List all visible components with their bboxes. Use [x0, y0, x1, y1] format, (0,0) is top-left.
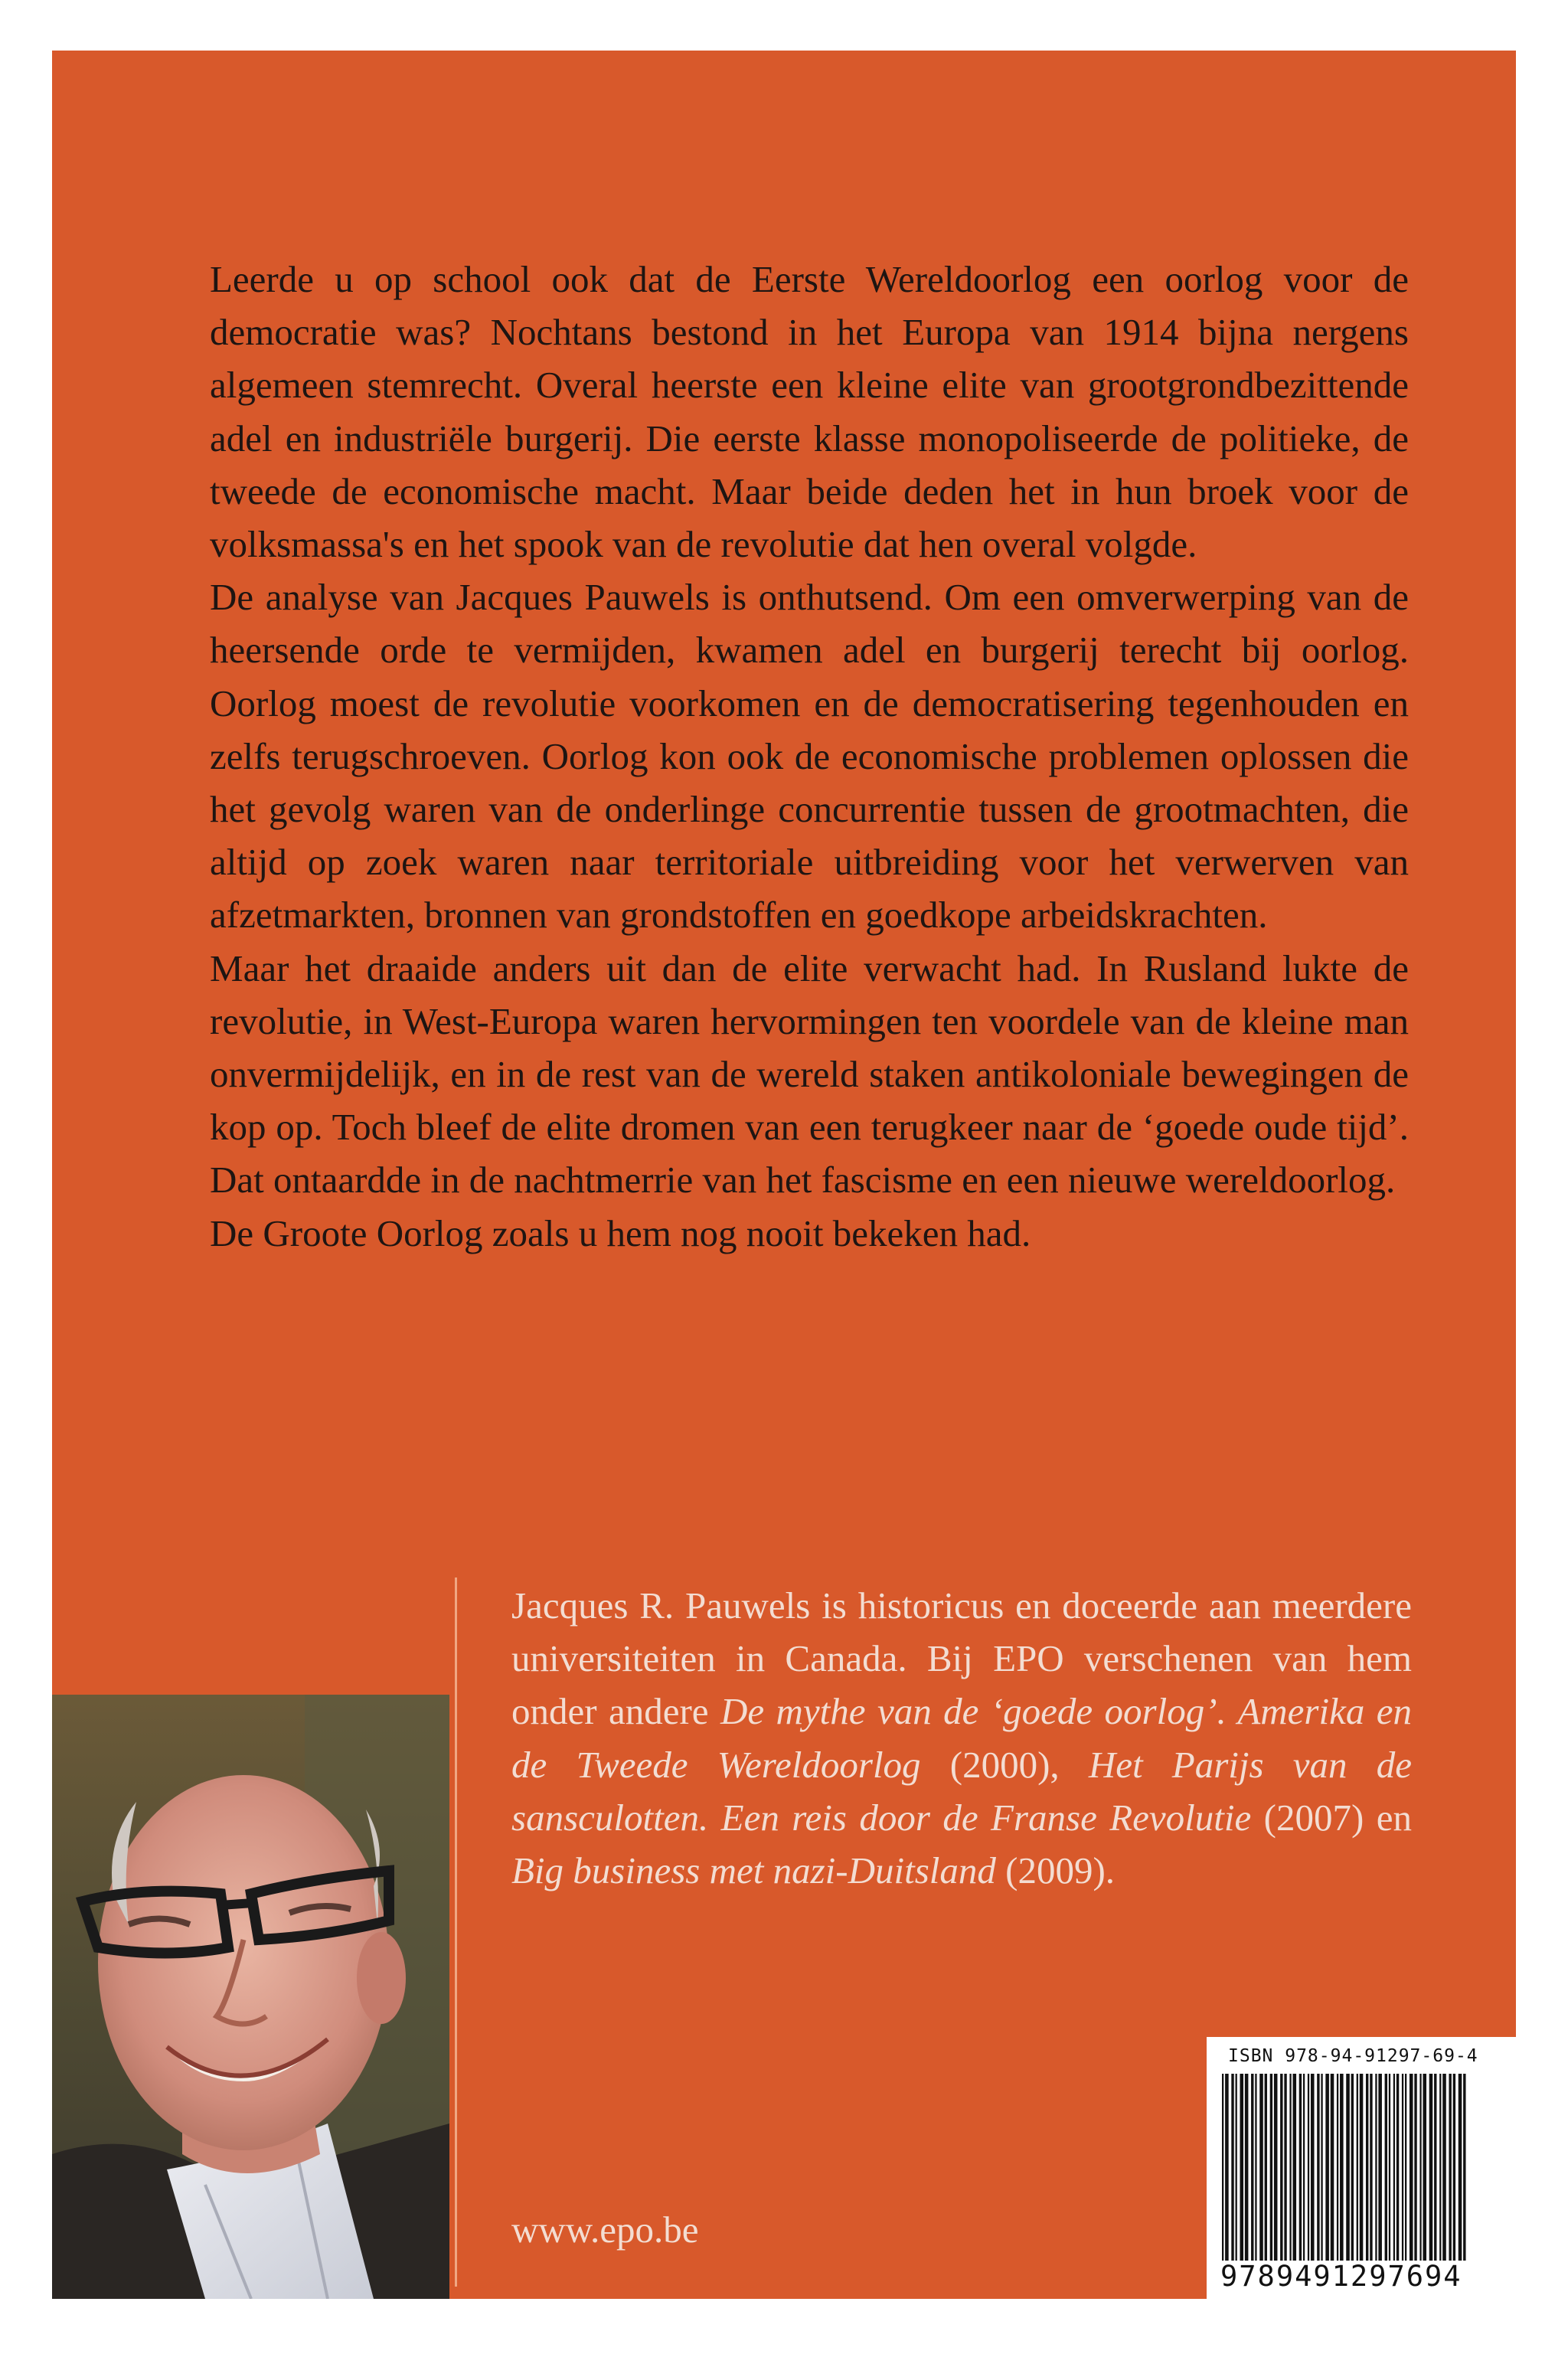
barcode-bar [1337, 2074, 1338, 2261]
barcode-bar [1385, 2074, 1387, 2261]
bio-year-1: (2000), [920, 1743, 1089, 1786]
isbn-barcode [1207, 2037, 1516, 2299]
barcode-bar [1439, 2074, 1441, 2261]
blurb-paragraph-1: Leerde u op school ook dat de Eerste Wereldoorlog een oorlog voor de democratie was? Nochtans bestond in het Europa van 1914 bijna nergens algemeen stemrecht. Overal heerste een kleine elite van grootgrondbezittende adel en industriële burgerij. Die eerste klasse monopoliseerde de politieke, de tweede de economische macht. Maar beide deden het in hun broek voor de volksmassa's en het spook van de revolutie dat hen overal volgde. [210, 258, 1409, 566]
barcode-bar [1463, 2074, 1465, 2261]
barcode-bar [1284, 2074, 1286, 2261]
barcode-bar [1434, 2074, 1436, 2261]
barcode-bar [1299, 2074, 1302, 2261]
bio-intro: Jacques R. Pauwels is historicus en doceerde aan meerdere universiteiten in Canada. Bij EPO verschenen van hem onder andere [511, 1584, 1412, 1733]
barcode-bar [1255, 2074, 1256, 2261]
barcode-bar [1351, 2074, 1354, 2261]
barcode-bar [1366, 2074, 1368, 2261]
blurb-paragraph-3: Maar het draaide anders uit dan de elite verwacht had. In Rusland lukte de revolutie, in West-Europa waren hervormingen ten voordele van de kleine man onvermijdelijk, en in de rest van de wereld staken antikoloniale bewegingen de kop op. Toch bleef de elite dromen van een terugkeer naar de ‘goede oude tijd’. Dat ontaardde in de nachtmerrie van het fascisme en een nieuwe wereldoorlog. [210, 947, 1409, 1202]
book-title-3: Big business met nazi-Duitsland [511, 1849, 996, 1892]
barcode-bar [1410, 2074, 1413, 2261]
publisher-website: www.epo.be [511, 2209, 699, 2251]
barcode-bar [1442, 2074, 1446, 2261]
barcode-bar [1396, 2074, 1399, 2261]
barcode-bar [1303, 2074, 1305, 2261]
barcode-bar [1270, 2074, 1272, 2261]
barcode-bar [1419, 2074, 1421, 2261]
barcode-bar [1331, 2074, 1334, 2261]
blurb-paragraph-4: De Groote Oorlog zoals u hem nog nooit bekeken had. [210, 1211, 1031, 1254]
author-bio [511, 1579, 1412, 1897]
barcode-bar [1393, 2074, 1395, 2261]
barcode-bar [1308, 2074, 1309, 2261]
barcode-bar [1236, 2074, 1237, 2261]
isbn-digits: 9789491297694 [1220, 2261, 1507, 2293]
barcode-bar [1375, 2074, 1377, 2261]
book-back-cover [52, 51, 1516, 2299]
barcode-bar [1405, 2074, 1406, 2261]
barcode-bar [1423, 2074, 1426, 2261]
barcode-bar [1289, 2074, 1291, 2261]
barcode-bar [1360, 2074, 1364, 2261]
barcode-bar [1357, 2074, 1358, 2261]
barcode-bar [1429, 2074, 1433, 2261]
barcode-bar [1459, 2074, 1462, 2261]
blurb-paragraph-2: De analyse van Jacques Pauwels is onthutsend. Om een omverwerping van de heersende orde te vermijden, kwamen adel en burgerij terecht bij oorlog. Oorlog moest de revolutie voorkomen en de democratisering tegenhouden en zelfs terugschroeven. Oorlog kon ook de economische problemen oplossen die het gevolg waren van de onderlinge concurrentie tussen de grootmachten, die altijd op zoek waren naar territoriale uitbreiding voor het verwerven van afzetmarkten, bronnen van grondstoffen en goedkope arbeidskrachten. [210, 576, 1409, 937]
barcode-bar [1340, 2074, 1344, 2261]
barcode-bar [1259, 2074, 1263, 2261]
bio-year-3: (2009). [995, 1849, 1116, 1892]
barcode-bar [1280, 2074, 1282, 2261]
barcode-bar [1225, 2074, 1229, 2261]
barcode-bar [1321, 2074, 1322, 2261]
barcode-bar [1402, 2074, 1403, 2261]
book-title-2: Het Parijs van de sansculotten. Een reis door de Franse Revolutie [511, 1743, 1413, 1839]
vertical-divider [455, 1578, 457, 2287]
bio-year-2: (2007) en [1251, 1796, 1412, 1839]
barcode-bar [1317, 2074, 1319, 2261]
barcode-bar [1293, 2074, 1297, 2261]
author-bio-text [511, 1579, 1412, 1897]
barcode-bar [1346, 2074, 1350, 2261]
barcode-bar [1274, 2074, 1278, 2261]
isbn-label: ISBN 978-94-91297-69-4 [1228, 2046, 1478, 2066]
barcode-bar [1240, 2074, 1243, 2261]
barcode-bar [1378, 2074, 1382, 2261]
blurb-text [210, 253, 1409, 1260]
barcode-bar [1449, 2074, 1451, 2261]
barcode-bars [1219, 2074, 1504, 2288]
book-title-1: De mythe van de ‘goede oorlog’. Amerika en de Tweede Wereldoorlog [511, 1690, 1412, 1786]
author-photo [52, 1695, 449, 2299]
barcode-bar [1325, 2074, 1329, 2261]
barcode-bar [1245, 2074, 1249, 2261]
barcode-bar [1370, 2074, 1372, 2261]
barcode-bar [1251, 2074, 1253, 2261]
barcode-bar [1222, 2074, 1223, 2261]
barcode-bar [1265, 2074, 1267, 2261]
barcode-bar [1414, 2074, 1416, 2261]
barcode-bar [1231, 2074, 1233, 2261]
barcode-bar [1389, 2074, 1390, 2261]
barcode-bar [1311, 2074, 1315, 2261]
barcode-bar [1453, 2074, 1455, 2261]
